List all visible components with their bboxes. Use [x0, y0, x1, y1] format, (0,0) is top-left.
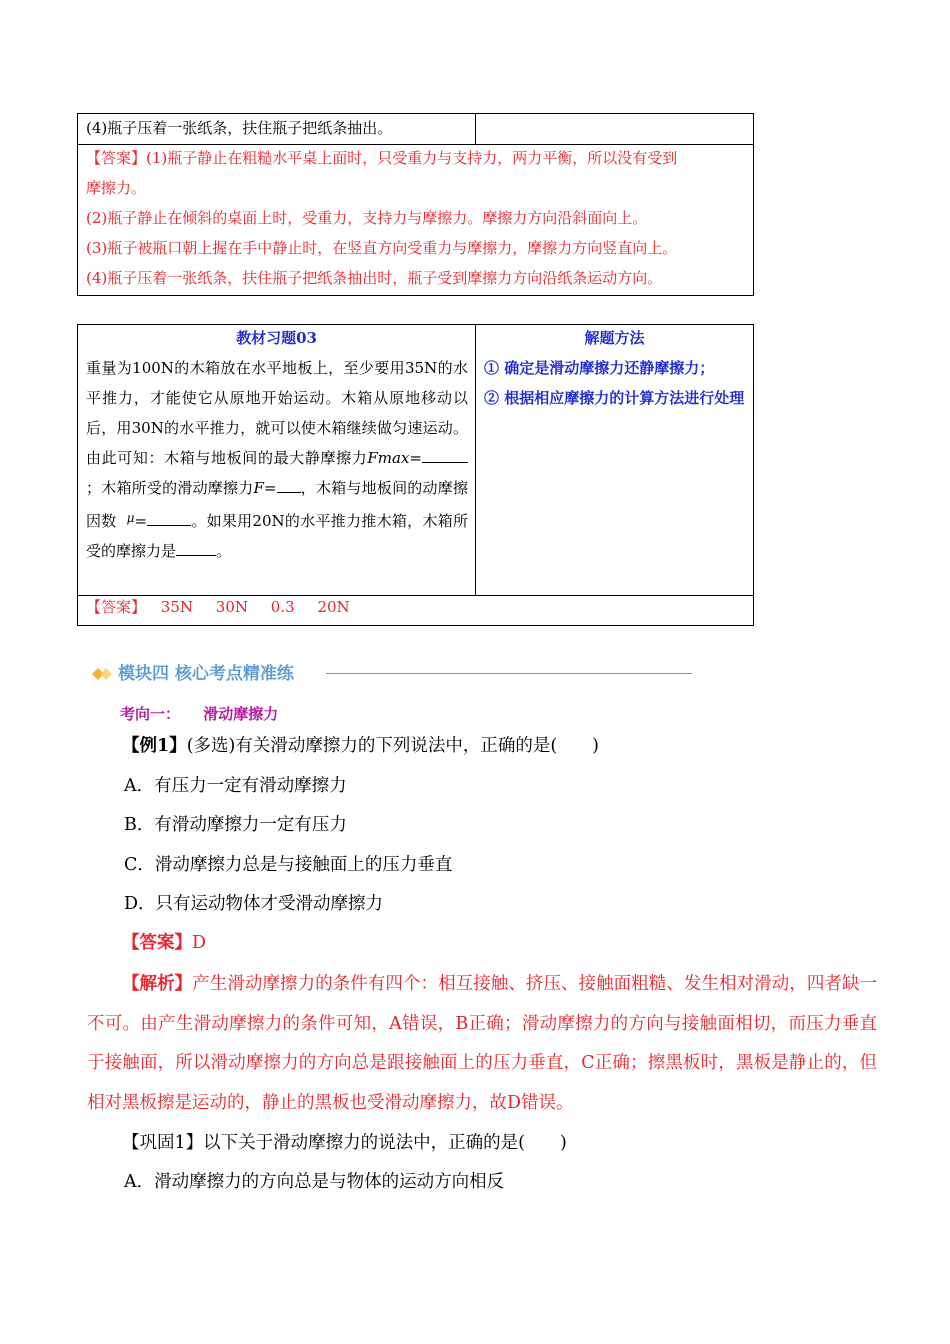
direction-label: 考向一： — [120, 705, 181, 723]
consolidate-1-option-a[interactable]: A．滑动摩擦力的方向总是与物体的运动方向相反 — [124, 1172, 505, 1192]
table-1-answer-line-3: (2)瓶子静止在倾斜的桌面上时，受重力，支持力与摩擦力。摩擦力方向沿斜面向上。 — [86, 209, 648, 227]
table-2-question: 重量为100N的木箱放在水平地板上，至少要用35N的水平推力，才能使它从原地开始运动。木箱从原地移动以后，用30N的水平推力，就可以使木箱继续做匀速运动。由此可知：木箱与地板间的最大静摩擦力Fmax=；木箱所受的滑动摩擦力F= ，木箱与地板间的动摩擦因数 $^\mu$= 。如果用20N的水平推力推木箱，木箱所受的摩擦力是 。 — [86, 359, 468, 560]
blank-max-static-friction[interactable] — [422, 445, 468, 463]
f-symbol: F — [253, 479, 264, 497]
direction-heading — [120, 703, 278, 725]
table-1-answer-line-1: 【答案】(1)瓶子静止在粗糙水平桌上面时，只受重力与支持力，两力平衡，所以没有受到 — [86, 149, 678, 167]
answer-label: 【答案】 — [122, 933, 192, 953]
double-chevron-icon — [90, 665, 114, 683]
method-1: ① 确定是滑动摩擦力还静摩擦力； — [484, 359, 715, 377]
blank-friction-coefficient[interactable] — [147, 508, 191, 526]
example-1-analysis — [87, 965, 877, 1123]
table-1 — [77, 113, 754, 296]
method-2: ② 根据相应摩擦力的计算方法进行处理 — [484, 389, 745, 407]
table-1-answer-line-4: (3)瓶子被瓶口朝上握在手中静止时，在竖直方向受重力与摩擦力，摩擦力方向竖直向上。 — [86, 239, 678, 257]
answer-label: 【答案】 — [86, 598, 147, 616]
table-1-answer-line-5: (4)瓶子压着一张纸条，扶住瓶子把纸条抽出时，瓶子受到摩擦力方向沿纸条运动方向。 — [86, 269, 663, 287]
table-2-header-right: 解题方法 — [584, 329, 645, 347]
mu-symbol: μ — [126, 511, 135, 525]
example-1-option-d[interactable]: D．只有运动物体才受滑动摩擦力 — [124, 894, 384, 914]
consolidate-1-stem: 【巩固1】以下关于滑动摩擦力的说法中，正确的是( ) — [122, 1133, 567, 1153]
answer-1: 35N — [160, 598, 194, 616]
table-1-answer-line-2: 摩擦力。 — [86, 179, 147, 197]
answer-2: 30N — [215, 598, 249, 616]
module-title: 模块四 核心考点精准练 — [118, 664, 294, 684]
example-1-option-c[interactable]: C．滑动摩擦力总是与接触面上的压力垂直 — [124, 855, 453, 875]
answer-label: 【答案】 — [86, 149, 147, 167]
blank-sliding-friction[interactable] — [277, 475, 301, 493]
example-1-label: 【例1】 — [122, 736, 187, 756]
example-1-option-b[interactable]: B．有滑动摩擦力一定有压力 — [124, 815, 347, 835]
table-2-header-left: 教材习题03 — [236, 329, 317, 347]
answer-3: 0.3 — [270, 598, 295, 616]
table-2 — [77, 324, 754, 626]
analysis-text: 产生滑动摩擦力的条件有四个：相互接触、挤压、接触面粗糙、发生相对滑动，四者缺一不可。由产生滑动摩擦力的条件可知，A错误，B正确；滑动摩擦力的方向与接触面相切，而压力垂直于接触面，所以滑动摩擦力的方向总是跟接触面上的压力垂直，C正确；擦黑板时，黑板是静止的，但相对黑板擦是运动的，静止的黑板也受滑动摩擦力，故D错误。 — [87, 974, 878, 1113]
table-2-col-divider — [475, 325, 476, 595]
module-title-rule — [326, 673, 692, 674]
table-1-col-divider — [475, 114, 476, 144]
example-1-stem: 【例1】(多选)有关滑动摩擦力的下列说法中，正确的是( ) — [122, 736, 599, 756]
table-2-methods — [484, 353, 746, 413]
table-1-answer — [86, 143, 751, 293]
fmax-symbol: Fmax — [367, 449, 410, 467]
answer-value: D — [192, 933, 207, 953]
direction-topic: 滑动摩擦力 — [203, 705, 279, 723]
blank-friction-20n[interactable] — [176, 538, 216, 556]
analysis-label: 【解析】 — [122, 974, 193, 994]
module-header — [90, 662, 692, 686]
table-1-row4-text: (4)瓶子压着一张纸条，扶住瓶子把纸条抽出。 — [86, 119, 393, 137]
example-1-answer — [122, 933, 206, 953]
answer-4: 20N — [317, 598, 350, 616]
table-2-answer-row — [86, 592, 746, 622]
consolidate-1-label: 【巩固1】 — [122, 1133, 204, 1153]
example-1-option-a[interactable]: A．有压力一定有滑动摩擦力 — [124, 776, 347, 796]
